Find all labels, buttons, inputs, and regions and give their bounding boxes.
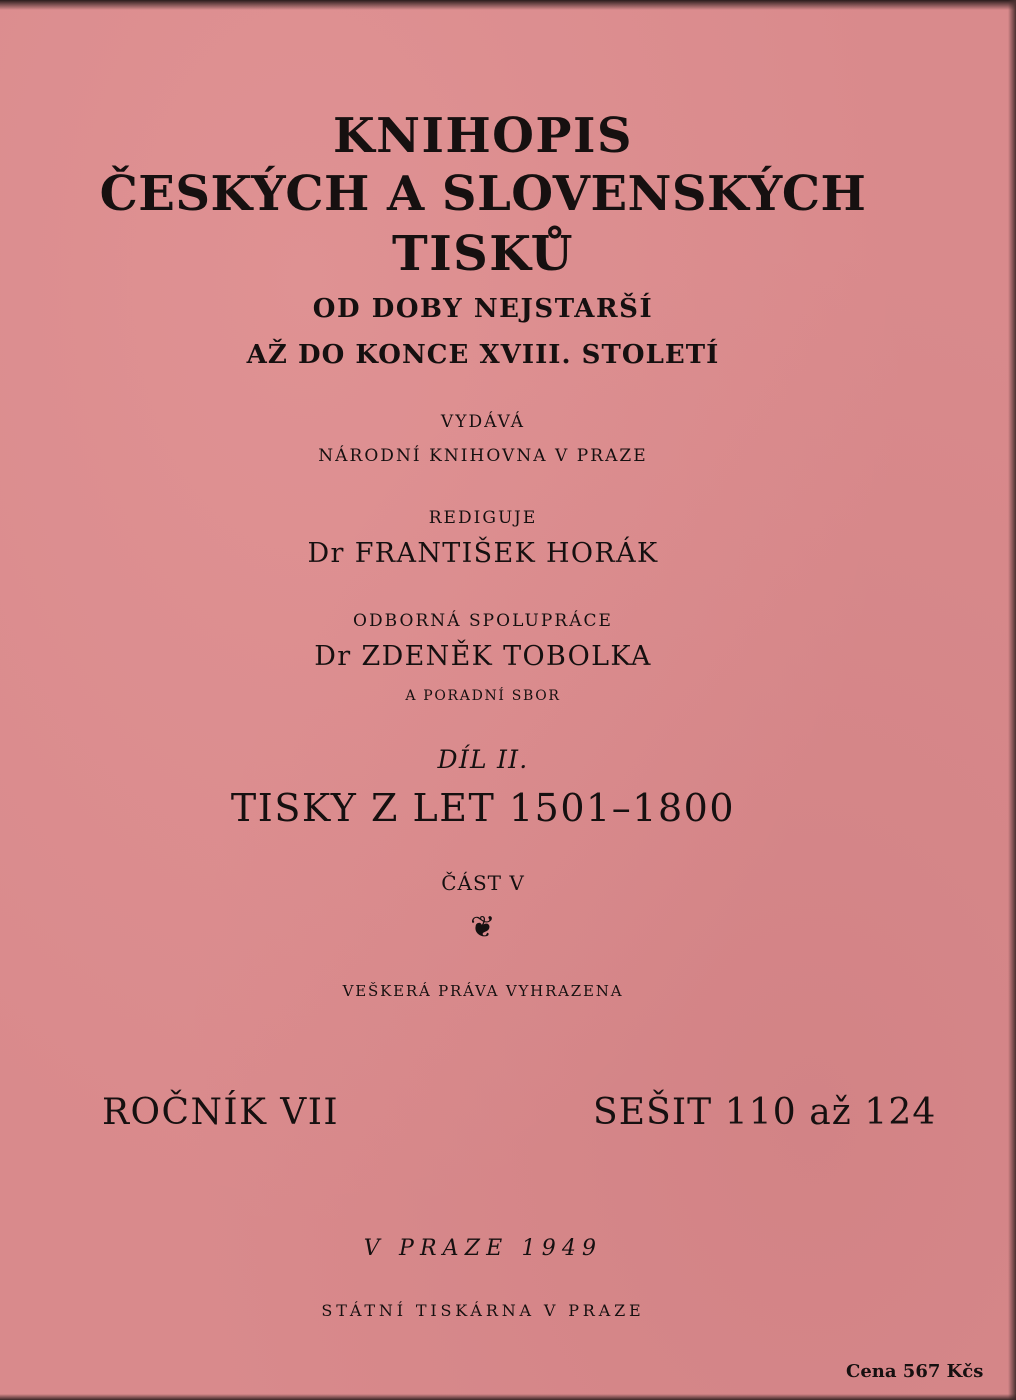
volume-section: ČÁST V — [441, 871, 525, 895]
paper-edge-bottom — [0, 1394, 1016, 1400]
price-label: Cena 567 Kčs — [846, 1361, 984, 1382]
advisory-board: A PORADNÍ SBOR — [405, 688, 561, 704]
subtitle-line-1: OD DOBY NEJSTARŠÍ — [312, 294, 654, 324]
paper-edge-top — [0, 0, 1016, 10]
publisher-label: VYDÁVÁ — [440, 412, 526, 432]
title-line-1: KNIHOPIS — [333, 108, 633, 164]
issue-year: ROČNÍK VII — [102, 1092, 340, 1133]
title-line-3: TISKŮ — [392, 226, 574, 282]
volume-title: TISKY Z LET 1501–1800 — [230, 786, 736, 830]
imprint-place-year: V PRAZE 1949 — [363, 1236, 603, 1261]
editor-name: Dr FRANTIŠEK HORÁK — [307, 538, 659, 569]
collaboration-label: ODBORNÁ SPOLUPRÁCE — [352, 611, 614, 631]
rights-notice: VEŠKERÁ PRÁVA VYHRAZENA — [342, 982, 624, 1000]
paper-edge-right — [1008, 0, 1016, 1400]
ornament-icon: ❦ — [470, 910, 496, 945]
issue-number: SEŠIT 110 až 124 — [593, 1092, 937, 1133]
imprint-printer: STÁTNÍ TISKÁRNA V PRAZE — [321, 1301, 645, 1320]
subtitle-line-2: AŽ DO KONCE XVIII. STOLETÍ — [246, 340, 720, 370]
editor-label: REDIGUJE — [428, 508, 538, 528]
collaborator-name: Dr ZDENĚK TOBOLKA — [314, 641, 652, 672]
publisher-name: NÁRODNÍ KNIHOVNA V PRAZE — [318, 446, 648, 466]
title-line-2: ČESKÝCH A SLOVENSKÝCH — [99, 166, 867, 222]
volume-part: DÍL II. — [437, 745, 529, 774]
